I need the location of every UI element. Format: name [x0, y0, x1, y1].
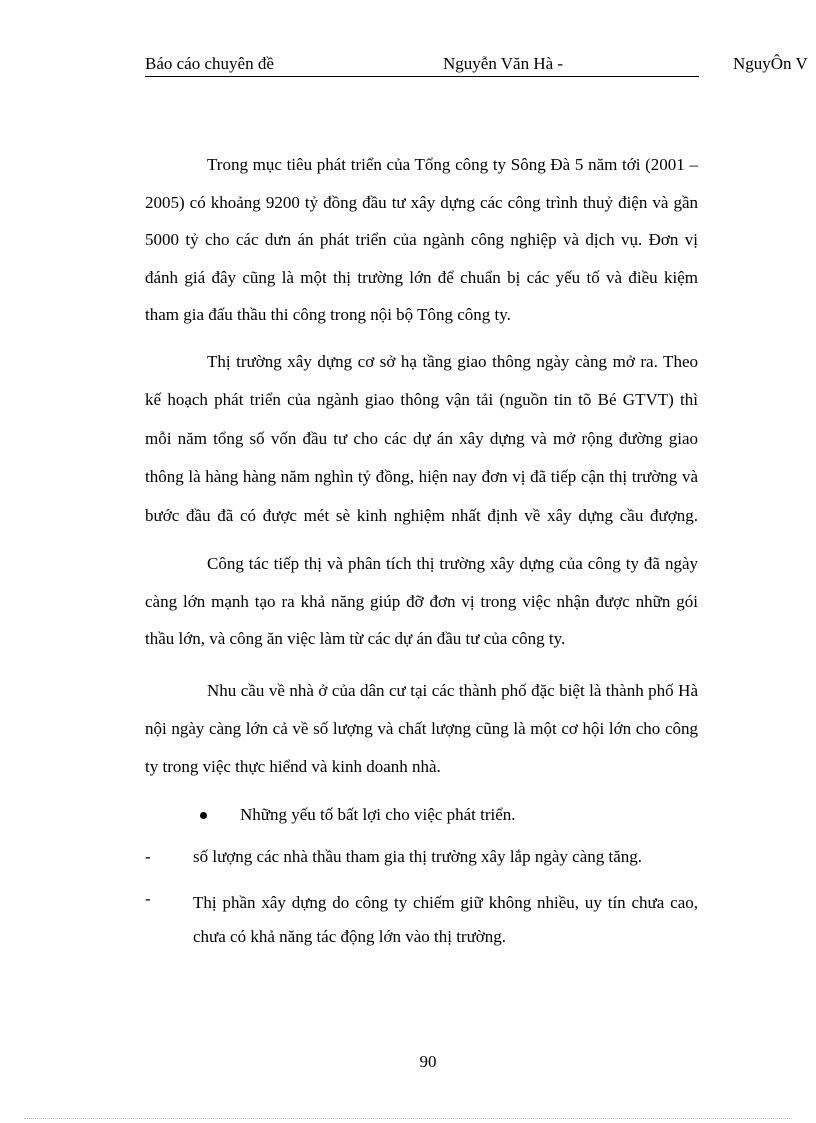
bullet-text: Những yếu tố bất lợi cho việc phát triển.: [240, 804, 516, 824]
paragraph-song-da-investment: Trong mục tiêu phát triển của Tổng công ty Sông Đà 5 năm tới (2001 – 2005) có khoảng 9200 tỷ đồng đầu tư xây dựng các công trình thuỷ điện và gần 5000 tỷ cho các dưn án phát triển của ngành công nghiệp và dịch vụ. Đơn vị đánh giá đây cũng là một thị trường lớn để chuẩn bị các yếu tố và điều kiệm tham gia đấu thầu thi công trong nội bộ Tông công ty.: [145, 155, 698, 325]
page-number: 90: [419, 1052, 437, 1071]
paragraph-transport-infrastructure: Thị trường xây dựng cơ sở hạ tầng giao thông ngày càng mở ra. Theo kế hoạch phát triển của ngành giao thông vận tải (nguồn tin tõ Bé GTVT) thì mỗi năm tổng số vốn đầu tư cho các dự án xây dựng và mở rộng đường giao thông là hàng hàng năm nghìn tỷ đồng, hiện nay đơn vị đã tiếp cận thị trường và bước đầu đã có được mét sè kinh nghiệm nhất định về xây dựng cầu đượng.: [145, 351, 698, 525]
paragraph-housing-demand: Nhu cầu về nhà ở của dân cư tại các thành phố đặc biệt là thành phố Hà nội ngày càng lớn cả về số lượng và chất lượng cũng là một cơ hội lớn cho công ty trong việc thực hiểnd và kinh doanh nhà.: [145, 680, 698, 776]
bullet-dot-icon: [200, 812, 207, 819]
dash-marker: -: [145, 846, 151, 866]
dash-list-item: [145, 886, 698, 954]
header-right-text: NguyÔn V: [733, 54, 808, 73]
document-body: [145, 146, 698, 954]
bullet-item: [145, 802, 698, 828]
page-bottom-border: [24, 1118, 792, 1119]
paragraph-marketing: Công tác tiếp thị và phân tích thị trường xây dựng của công ty đã ngày càng lớn mạnh tạo ra khả năng giúp đỡ đơn vị trong việc nhận được nhữn gói thầu lớn, và công ăn việc làm từ các dự án đầu tư của công ty.: [145, 554, 698, 648]
header-report-title: Báo cáo chuyên đề: [145, 54, 274, 73]
dash-item-text: Thị phần xây dựng do công ty chiếm giữ không nhiều, uy tín chưa cao, chưa có khả năng tác động lớn vào thị trường.: [193, 892, 698, 946]
dash-list-item: [145, 844, 698, 870]
header-rule: [145, 76, 699, 77]
header-author: Nguyễn Văn Hà -: [443, 54, 564, 73]
dash-marker: -: [145, 888, 151, 908]
dash-item-text: số lượng các nhà thầu tham gia thị trường xây lắp ngày càng tăng.: [193, 846, 643, 866]
